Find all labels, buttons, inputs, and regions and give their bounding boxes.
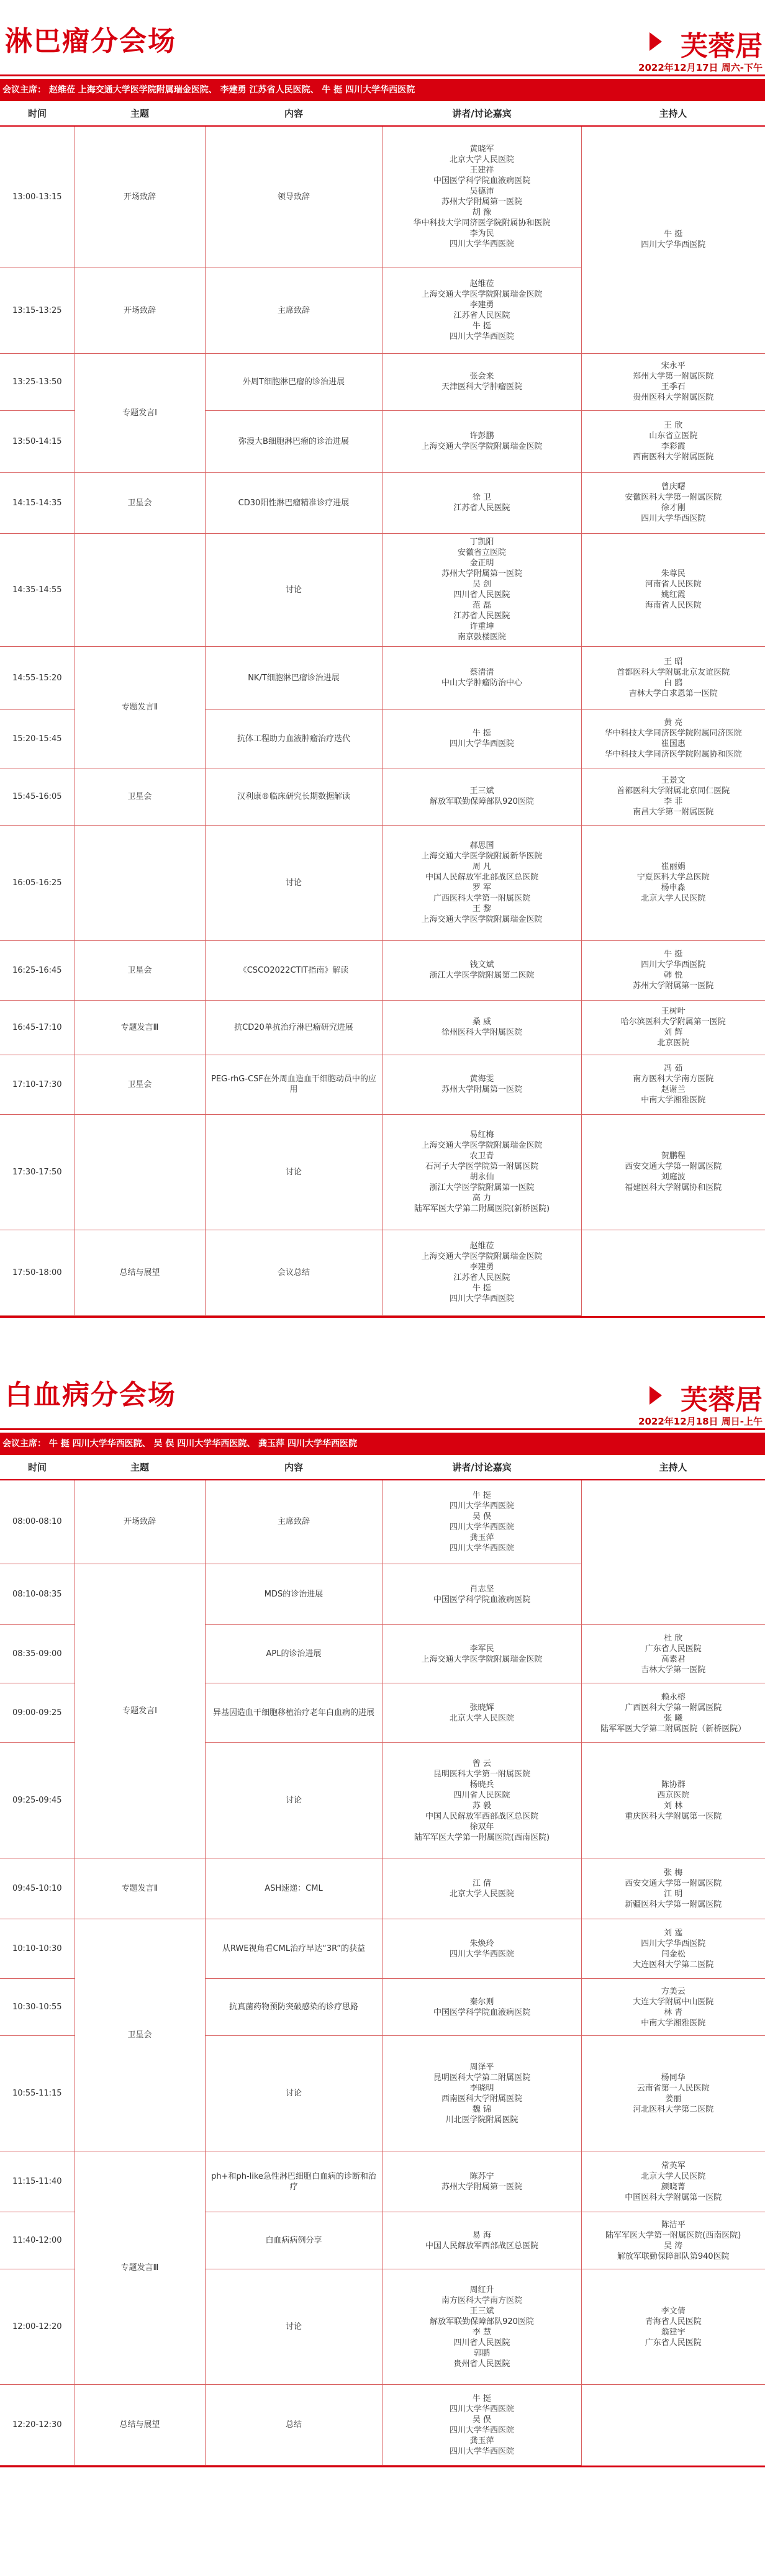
header-host: 主持人 xyxy=(581,1455,765,1480)
speaker-cell: 易红梅 上海交通大学医学院附属瑞金医院 农卫青 石河子大学医学院第一附属医院 胡永仙 浙江大学医学院附属第一医院 高 力 陆军军医大学第二附属医院(新桥医院) xyxy=(382,1114,581,1230)
time-cell: 12:20-12:30 xyxy=(0,2385,75,2466)
session-chairs: 会议主席： 赵维莅 上海交通大学医学院附属瑞金医院、 李建勇 江苏省人民医院、 牛 挺 四川大学华西医院 xyxy=(2,85,415,95)
topic-cell: 卫星会 xyxy=(75,940,205,1000)
table-row xyxy=(0,940,765,1000)
divider xyxy=(0,1316,765,1318)
table-row xyxy=(0,1114,765,1230)
speaker-cell: 赵维莅 上海交通大学医学院附属瑞金医院 李建勇 江苏省人民医院 牛 挺 四川大学华西医院 xyxy=(382,1230,581,1315)
time-cell: 11:15-11:40 xyxy=(0,2151,75,2212)
topic-cell: 卫星会 xyxy=(75,472,205,533)
header-content: 内容 xyxy=(205,1455,382,1480)
time-cell: 13:15-13:25 xyxy=(0,268,75,353)
content-cell: 讨论 xyxy=(205,825,382,940)
speaker-cell: 朱焕玲 四川大学华西医院 xyxy=(382,1919,581,1979)
table-row xyxy=(0,1480,765,1564)
speaker-cell: 陈苏宁 苏州大学附属第一医院 xyxy=(382,2151,581,2212)
table-row xyxy=(0,472,765,533)
time-cell: 13:25-13:50 xyxy=(0,353,75,410)
session-venue: 芙蓉居 xyxy=(681,1384,763,1416)
table-row xyxy=(0,126,765,268)
host-cell: 崔丽娟 宁夏医科大学总医院 杨申淼 北京大学人民医院 xyxy=(581,825,765,940)
table-row xyxy=(0,2385,765,2466)
host-cell: 牛 挺 四川大学华西医院 xyxy=(581,126,765,353)
table-row xyxy=(0,533,765,646)
content-cell: 白血病病例分享 xyxy=(205,2212,382,2269)
speaker-cell: 曾 云 昆明医科大学第一附属医院 杨晓兵 四川省人民医院 苏 毅 中国人民解放军西部战区总医院 徐双年 陆军军医大学第一附属医院(西南医院) xyxy=(382,1743,581,1858)
content-cell: 异基因造血干细胞移植治疗老年白血病的进展 xyxy=(205,1683,382,1743)
host-cell: 王树叶 哈尔滨医科大学附属第一医院 刘 辉 北京医院 xyxy=(581,1000,765,1055)
session-date: 2022年12月18日 周日-上午 xyxy=(638,1415,763,1427)
time-cell: 10:10-10:30 xyxy=(0,1919,75,1979)
time-cell: 09:25-09:45 xyxy=(0,1743,75,1858)
topic-cell: 卫星会 xyxy=(75,768,205,825)
speaker-cell: 王三斌 解放军联勤保障部队920医院 xyxy=(382,768,581,825)
time-cell: 14:35-14:55 xyxy=(0,533,75,646)
header-topic: 主题 xyxy=(75,101,205,126)
session-venue: 芙蓉居 xyxy=(681,30,763,62)
host-cell: 朱尊民 河南省人民医院 姚红霞 海南省人民医院 xyxy=(581,533,765,646)
topic-cell: 专题发言Ⅰ xyxy=(75,353,205,472)
time-cell: 13:00-13:15 xyxy=(0,126,75,268)
topic-cell: 卫星会 xyxy=(75,1919,205,2151)
time-cell: 09:45-10:10 xyxy=(0,1858,75,1919)
speaker-cell: 李军民 上海交通大学医学院附属瑞金医院 xyxy=(382,1625,581,1683)
speaker-cell: 黄晓军 北京大学人民医院 王建祥 中国医学科学院血液病医院 吴德沛 苏州大学附属第一医院 胡 豫 华中科技大学同济医学院附属协和医院 李为民 四川大学华西医院 xyxy=(382,126,581,268)
speaker-cell: 周红升 南方医科大学南方医院 王三斌 解放军联勤保障部队920医院 李 慧 四川省人民医院 郭鹏 贵州省人民医院 xyxy=(382,2269,581,2385)
host-cell: 陈洁平 陆军军医大学第一附属医院(西南医院) 吴 涛 解放军联勤保障部队第940医院 xyxy=(581,2212,765,2269)
host-cell: 王 欣 山东省立医院 李彩霞 西南医科大学附属医院 xyxy=(581,410,765,472)
section-gap xyxy=(0,1318,765,1354)
host-cell: 曾庆曙 安徽医科大学第一附属医院 徐才刚 四川大学华西医院 xyxy=(581,472,765,533)
host-cell: 冯 茹 南方医科大学南方医院 赵谢兰 中南大学湘雅医院 xyxy=(581,1055,765,1114)
host-cell: 刘 霆 四川大学华西医院 闫金松 大连医科大学第二医院 xyxy=(581,1919,765,1979)
time-cell: 09:00-09:25 xyxy=(0,1683,75,1743)
session-title: 白血病分会场 xyxy=(5,1379,176,1411)
host-cell: 常英军 北京大学人民医院 颜晓菁 中国医科大学附属第一医院 xyxy=(581,2151,765,2212)
table-row xyxy=(0,1230,765,1315)
topic-cell xyxy=(75,1114,205,1230)
table-row xyxy=(0,353,765,410)
speaker-cell: 张晓辉 北京大学人民医院 xyxy=(382,1683,581,1743)
content-cell: CD30阳性淋巴瘤精准诊疗进展 xyxy=(205,472,382,533)
time-cell: 10:55-11:15 xyxy=(0,2036,75,2151)
content-cell: ph+和ph-like急性淋巴细胞白血病的诊断和治疗 xyxy=(205,2151,382,2212)
content-cell: 汉利康®临床研究长期数据解读 xyxy=(205,768,382,825)
speaker-cell: 赵维莅 上海交通大学医学院附属瑞金医院 李建勇 江苏省人民医院 牛 挺 四川大学华西医院 xyxy=(382,268,581,353)
table-row xyxy=(0,825,765,940)
host-cell: 王 昭 首都医科大学附属北京友谊医院 白 鸥 吉林大学白求恩第一医院 xyxy=(581,646,765,709)
content-cell: NK/T细胞淋巴瘤诊治进展 xyxy=(205,646,382,709)
content-cell: 《CSCO2022CTIT指南》解读 xyxy=(205,940,382,1000)
content-cell: 抗真菌药物预防突破感染的诊疗思路 xyxy=(205,1979,382,2036)
content-cell: MDS的诊治进展 xyxy=(205,1564,382,1625)
divider xyxy=(0,74,765,76)
content-cell: 讨论 xyxy=(205,1114,382,1230)
time-cell: 17:50-18:00 xyxy=(0,1230,75,1315)
speaker-cell: 周泽平 昆明医科大学第二附属医院 李晓明 西南医科大学附属医院 魏 锦 川北医学院附属医院 xyxy=(382,2036,581,2151)
table-row xyxy=(0,1055,765,1114)
chairs-banner xyxy=(0,79,765,101)
topic-cell: 总结与展望 xyxy=(75,1230,205,1315)
chairs-banner xyxy=(0,1433,765,1455)
table-row xyxy=(0,2151,765,2212)
header-content: 内容 xyxy=(205,101,382,126)
topic-cell xyxy=(75,825,205,940)
header-host: 主持人 xyxy=(581,101,765,126)
content-cell: 抗体工程助力血液肿瘤治疗迭代 xyxy=(205,709,382,768)
topic-cell: 总结与展望 xyxy=(75,2385,205,2466)
host-cell: 张 梅 西安交通大学第一附属医院 江 明 新疆医科大学第一附属医院 xyxy=(581,1858,765,1919)
host-cell: 宋永平 郑州大学第一附属医院 王季石 贵州医科大学附属医院 xyxy=(581,353,765,410)
speaker-cell: 张会来 天津医科大学肿瘤医院 xyxy=(382,353,581,410)
content-cell: 讨论 xyxy=(205,2036,382,2151)
time-cell: 16:05-16:25 xyxy=(0,825,75,940)
speaker-cell: 徐 卫 江苏省人民医院 xyxy=(382,472,581,533)
content-cell: 总结 xyxy=(205,2385,382,2466)
speaker-cell: 肖志坚 中国医学科学院血液病医院 xyxy=(382,1564,581,1625)
content-cell: PEG-rhG-CSF在外周血造血干细胞动员中的应用 xyxy=(205,1055,382,1114)
speaker-cell: 牛 挺 四川大学华西医院 吴 俣 四川大学华西医院 龚玉萍 四川大学华西医院 xyxy=(382,1480,581,1564)
header-time: 时间 xyxy=(0,1455,75,1480)
time-cell: 13:50-14:15 xyxy=(0,410,75,472)
table-row xyxy=(0,646,765,709)
speaker-cell: 江 倩 北京大学人民医院 xyxy=(382,1858,581,1919)
host-cell: 黄 亮 华中科技大学同济医学院附属同济医院 崔国惠 华中科技大学同济医学院附属协和医院 xyxy=(581,709,765,768)
header-topic: 主题 xyxy=(75,1455,205,1480)
content-cell: APL的诊治进展 xyxy=(205,1625,382,1683)
speaker-cell: 蔡清清 中山大学肿瘤防治中心 xyxy=(382,646,581,709)
host-cell: 王景文 首都医科大学附属北京同仁医院 李 菲 南昌大学第一附属医院 xyxy=(581,768,765,825)
header-time: 时间 xyxy=(0,101,75,126)
speaker-cell: 易 海 中国人民解放军西部战区总医院 xyxy=(382,2212,581,2269)
host-cell: 牛 挺 四川大学华西医院 韩 悦 苏州大学附属第一医院 xyxy=(581,940,765,1000)
host-cell: 陈协群 西京医院 刘 林 重庆医科大学附属第一医院 xyxy=(581,1743,765,1858)
speaker-cell: 桑 威 徐州医科大学附属医院 xyxy=(382,1000,581,1055)
agenda-table xyxy=(0,1455,765,2466)
header-speaker: 讲者/讨论嘉宾 xyxy=(382,1455,581,1480)
content-cell: 抗CD20单抗治疗淋巴瘤研究进展 xyxy=(205,1000,382,1055)
host-cell: 贺鹏程 西安交通大学第一附属医院 刘庭波 福建医科大学附属协和医院 xyxy=(581,1114,765,1230)
host-cell: 李文倩 青海省人民医院 翁建宇 广东省人民医院 xyxy=(581,2269,765,2385)
header-speaker: 讲者/讨论嘉宾 xyxy=(382,101,581,126)
speaker-cell: 黄海雯 苏州大学附属第一医院 xyxy=(382,1055,581,1114)
topic-cell: 开场致辞 xyxy=(75,1480,205,1564)
host-cell: 方美云 大连大学附属中山医院 林 青 中南大学湘雅医院 xyxy=(581,1979,765,2036)
content-cell: 讨论 xyxy=(205,533,382,646)
speaker-cell: 丁凯阳 安徽省立医院 金正明 苏州大学附属第一医院 吴 剑 四川省人民医院 范 磊 江苏省人民医院 许重坤 南京鼓楼医院 xyxy=(382,533,581,646)
content-cell: 从RWE视角看CML治疗早达“3R”的获益 xyxy=(205,1919,382,1979)
time-cell: 08:35-09:00 xyxy=(0,1625,75,1683)
session-header xyxy=(0,1354,765,1427)
time-cell: 10:30-10:55 xyxy=(0,1979,75,2036)
time-cell: 12:00-12:20 xyxy=(0,2269,75,2385)
time-cell: 15:45-16:05 xyxy=(0,768,75,825)
session-chairs: 会议主席： 牛 挺 四川大学华西医院、 吴 俣 四川大学华西医院、 龚玉萍 四川大学华西医院 xyxy=(2,1438,357,1449)
topic-cell: 开场致辞 xyxy=(75,126,205,268)
topic-cell: 卫星会 xyxy=(75,1055,205,1114)
speaker-cell: 牛 挺 四川大学华西医院 吴 俣 四川大学华西医院 龚玉萍 四川大学华西医院 xyxy=(382,2385,581,2466)
session-date: 2022年12月17日 周六-下午 xyxy=(638,62,763,73)
table-row xyxy=(0,1919,765,1979)
topic-cell: 专题发言Ⅲ xyxy=(75,1000,205,1055)
table-row xyxy=(0,768,765,825)
speaker-cell: 牛 挺 四川大学华西医院 xyxy=(382,709,581,768)
divider xyxy=(0,1428,765,1430)
content-cell: ASH速递：CML xyxy=(205,1858,382,1919)
host-cell: 杨同华 云南省第一人民医院 姜丽 河北医科大学第二医院 xyxy=(581,2036,765,2151)
host-cell: 赖永榕 广西医科大学第一附属医院 张 曦 陆军军医大学第二附属医院（新桥医院） xyxy=(581,1683,765,1743)
topic-cell: 开场致辞 xyxy=(75,268,205,353)
content-cell: 讨论 xyxy=(205,1743,382,1858)
triangle-arrow-icon xyxy=(650,32,662,51)
time-cell: 14:55-15:20 xyxy=(0,646,75,709)
session-title: 淋巴瘤分会场 xyxy=(5,25,176,57)
content-cell: 外周T细胞淋巴瘤的诊治进展 xyxy=(205,353,382,410)
topic-cell xyxy=(75,533,205,646)
content-cell: 主席致辞 xyxy=(205,1480,382,1564)
session-header xyxy=(0,0,765,73)
topic-cell: 专题发言Ⅰ xyxy=(75,1564,205,1858)
topic-cell: 专题发言Ⅱ xyxy=(75,1858,205,1919)
table-row xyxy=(0,1858,765,1919)
speaker-cell: 秦尔则 中国医学科学院血液病医院 xyxy=(382,1979,581,2036)
speaker-cell: 钱文斌 浙江大学医学院附属第二医院 xyxy=(382,940,581,1000)
content-cell: 讨论 xyxy=(205,2269,382,2385)
content-cell: 会议总结 xyxy=(205,1230,382,1315)
topic-cell: 专题发言Ⅱ xyxy=(75,646,205,768)
speaker-cell: 许彭鹏 上海交通大学医学院附属瑞金医院 xyxy=(382,410,581,472)
content-cell: 主席致辞 xyxy=(205,268,382,353)
triangle-arrow-icon xyxy=(650,1386,662,1405)
table-row xyxy=(0,1000,765,1055)
content-cell: 弥漫大B细胞淋巴瘤的诊治进展 xyxy=(205,410,382,472)
time-cell: 15:20-15:45 xyxy=(0,709,75,768)
time-cell: 17:30-17:50 xyxy=(0,1114,75,1230)
time-cell: 11:40-12:00 xyxy=(0,2212,75,2269)
divider xyxy=(0,2466,765,2467)
agenda-table xyxy=(0,101,765,1316)
time-cell: 17:10-17:30 xyxy=(0,1055,75,1114)
time-cell: 08:10-08:35 xyxy=(0,1564,75,1625)
time-cell: 16:25-16:45 xyxy=(0,940,75,1000)
time-cell: 14:15-14:35 xyxy=(0,472,75,533)
session-block xyxy=(0,1354,765,2468)
time-cell: 16:45-17:10 xyxy=(0,1000,75,1055)
speaker-cell: 郝思国 上海交通大学医学院附属新华医院 周 凡 中国人民解放军北部战区总医院 罗 军 广西医科大学第一附属医院 王 黎 上海交通大学医学院附属瑞金医院 xyxy=(382,825,581,940)
time-cell: 08:00-08:10 xyxy=(0,1480,75,1564)
host-cell xyxy=(581,1480,765,1625)
host-cell: 杜 欣 广东省人民医院 高素君 吉林大学第一医院 xyxy=(581,1625,765,1683)
content-cell: 领导致辞 xyxy=(205,126,382,268)
topic-cell: 专题发言Ⅲ xyxy=(75,2151,205,2385)
